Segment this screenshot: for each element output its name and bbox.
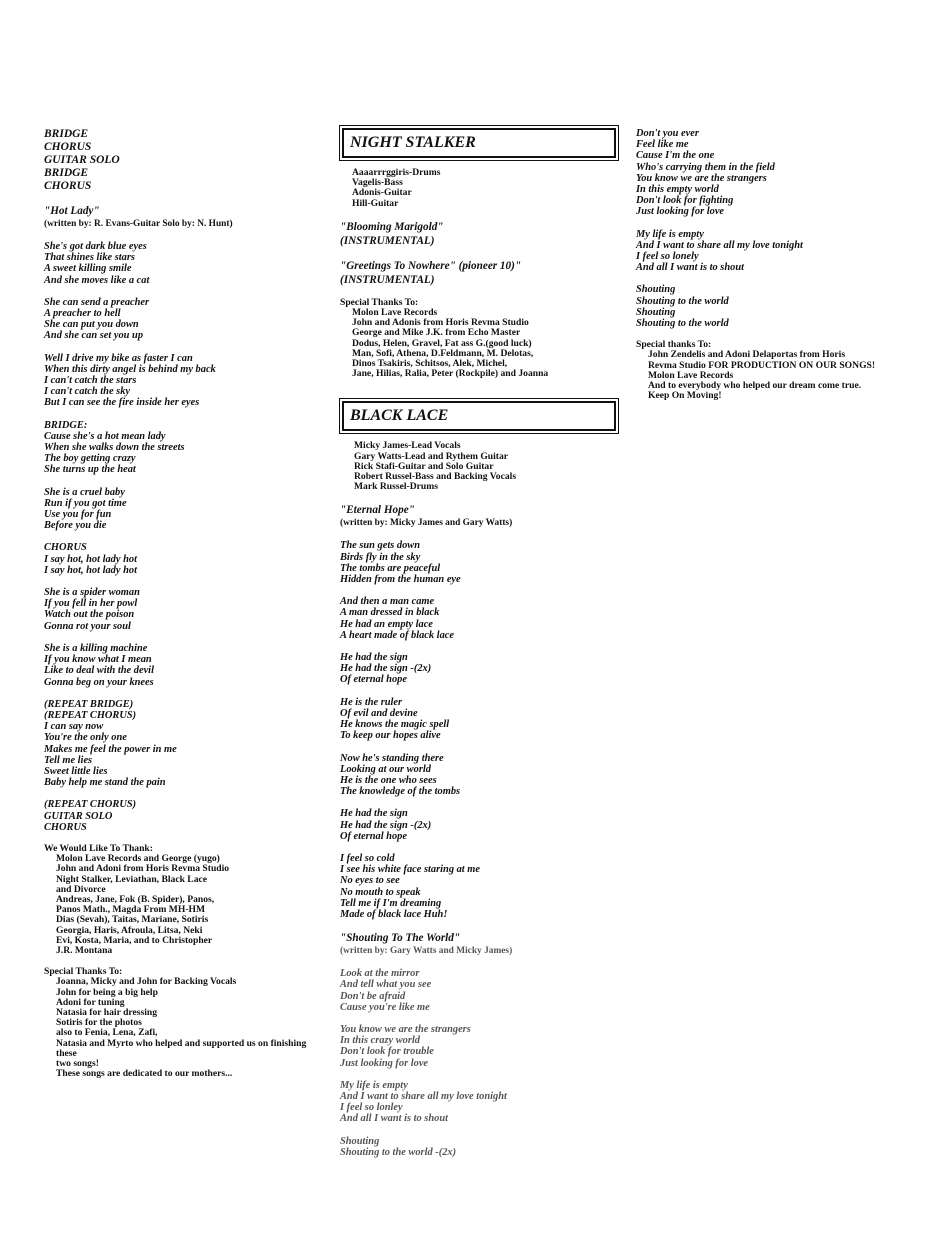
lyric-line: (REPEAT CHORUS) — [44, 709, 137, 721]
stanza — [340, 1024, 625, 1069]
song-title: "Shouting To The World" — [340, 932, 461, 945]
band-members — [340, 441, 625, 492]
member-line: Mark Russel-Drums — [354, 481, 438, 493]
lyric-line: Watch out the poison — [44, 609, 135, 621]
thanks-line: Dias (Sevah), Taitas, Mariane, Sotiris — [56, 914, 209, 926]
stanza — [340, 808, 625, 842]
song-structure — [44, 128, 329, 193]
column-right — [636, 128, 936, 412]
lyric-line: In this crazy world — [340, 1035, 420, 1047]
member-line: Aaaarrrggiris-Drums — [352, 167, 441, 178]
member-line: Gary Watts-Lead and Rythem Guitar — [354, 450, 509, 462]
lyric-line: She can put you down — [44, 319, 139, 331]
lyric-line: And she can set you up — [44, 330, 144, 342]
thanks-line: Natasia and Myrto who helped and supported us on finishing — [56, 1037, 307, 1049]
lyric-line: You're the only one — [44, 732, 127, 744]
lyric-line: He had the sign -(2x) — [340, 663, 432, 675]
lyric-line: Cause I'm the one — [636, 150, 715, 162]
lyric-line: Don't look for trouble — [340, 1046, 434, 1058]
thanks-line: Dodus, Helen, Gravel, Fat ass G.(good luck) — [352, 337, 532, 349]
lyric-line: CHORUS — [44, 542, 87, 554]
lyric-line: Use you for fun — [44, 509, 112, 521]
stanza — [340, 697, 625, 742]
structure-line: CHORUS — [44, 180, 92, 192]
lyric-line: Sweet little lies — [44, 765, 108, 777]
lyric-line: He had an empty lace — [340, 618, 433, 630]
stanza — [44, 699, 329, 789]
lyric-line: CHORUS — [44, 821, 87, 833]
track-title: "Blooming Marigold" — [340, 220, 444, 233]
lyric-line: He is the one who sees — [340, 774, 437, 786]
lyric-line: Run if you got time — [44, 497, 127, 509]
stanza — [340, 1080, 625, 1125]
band-title-box: BLACK LACE — [342, 401, 616, 431]
lyric-line: But I can see the fire inside her eyes — [44, 397, 200, 409]
special-thanks-heading: Special Thanks To: — [340, 296, 419, 308]
lyric-line: I feel so cold — [340, 852, 395, 864]
column-middle — [340, 128, 625, 1169]
member-line: Adonis-Guitar — [352, 187, 412, 199]
stanza — [340, 596, 625, 641]
structure-line: CHORUS — [44, 141, 92, 153]
band-members — [340, 168, 625, 209]
lyric-line: My life is empty — [340, 1079, 408, 1091]
stanza — [44, 487, 329, 532]
stanza — [340, 652, 625, 686]
song-header — [44, 204, 329, 230]
thanks-line: Molon Lave Records — [648, 369, 734, 381]
lyric-line: (REPEAT CHORUS) — [44, 799, 137, 811]
member-line: Micky James-Lead Vocals — [354, 440, 461, 452]
thanks-line: these — [56, 1047, 77, 1059]
lyric-line: Makes me feel the power in me — [44, 743, 177, 755]
track-note: (INSTRUMENTAL) — [340, 273, 435, 286]
lyric-line: And then a man came — [340, 596, 435, 608]
thanks-line: John and Adoni from Horis Revma Studio — [56, 863, 230, 875]
structure-line: GUITAR SOLO — [44, 154, 120, 166]
thanks-line: Natasia for hair dressing — [56, 1006, 158, 1018]
lyric-line: Who's carrying them in the field — [636, 161, 775, 173]
lyric-line: I feel so lonely — [636, 251, 699, 263]
thanks-line: Andreas, Jane, Fok (B. Spider), Panos, — [56, 893, 215, 905]
thanks-line: John for being a big help — [56, 986, 158, 998]
thanks-line: Dinos Tsakiris, Schitsos, Alek, Michel, — [352, 358, 508, 370]
track-title: "Greetings To Nowhere" (pioneer 10)" — [340, 259, 522, 272]
lyric-line: BRIDGE: — [44, 419, 88, 431]
lyric-line: Looking at our world — [340, 763, 431, 775]
lyric-line: Don't look for fighting — [636, 195, 734, 207]
lyric-line: I feel so lonley — [340, 1102, 403, 1114]
lyric-line: She is a cruel baby — [44, 486, 125, 498]
lyric-line: She turns up the heat — [44, 464, 136, 476]
thanks-line: Adoni for tuning — [56, 996, 125, 1008]
lyric-line: He had the sign -(2x) — [340, 819, 432, 831]
stanza — [44, 587, 329, 632]
special-thanks-heading: Special thanks To: — [636, 339, 712, 351]
thanks-block — [44, 844, 329, 956]
lyrics — [636, 128, 936, 329]
lyric-line: Cause she's a hot mean lady — [44, 430, 166, 442]
thanks-line: Sotiris for the photos — [56, 1017, 142, 1029]
lyric-line: The tombs are peaceful — [340, 562, 441, 574]
lyric-line: (REPEAT BRIDGE) — [44, 698, 134, 710]
thanks-line: Panos Math., Magda From MH-HM — [56, 904, 206, 916]
lyric-line: Don't be afraid — [340, 990, 406, 1002]
lyric-line: Well I drive my bike as faster I can — [44, 352, 193, 364]
thanks-line: Georgia, Haris, Afroula, Litsa, Neki — [56, 924, 203, 936]
lyric-line: I see his white face staring at me — [340, 864, 480, 876]
lyric-line: Shouting — [636, 284, 676, 296]
thanks-line: Revma Studio FOR PRODUCTION ON OUR SONGS! — [648, 359, 876, 371]
lyric-line: Hidden from the human eye — [340, 574, 461, 586]
lyric-line: She is a killing machine — [44, 642, 148, 654]
thanks-line: These songs are dedicated to our mothers... — [56, 1068, 233, 1080]
thanks-line: also to Fenia, Lena, Zafi, — [56, 1027, 158, 1039]
lyric-line: Made of black lace Huh! — [340, 908, 448, 920]
thanks-line: Joanna, Micky and John for Backing Vocals — [56, 976, 237, 988]
structure-line: BRIDGE — [44, 128, 89, 140]
stanza — [44, 643, 329, 688]
lyric-line: The sun gets down — [340, 540, 420, 552]
lyric-line: He had the sign — [340, 652, 408, 664]
lyric-line: I say hot, hot lady hot — [44, 564, 137, 576]
lyric-line: The knowledge of the tombs — [340, 786, 461, 798]
thanks-line: Molon Lave Records — [352, 307, 438, 319]
lyric-line: A man dressed in black — [340, 607, 440, 619]
lyric-line: Baby help me stand the pain — [44, 777, 166, 789]
song-credit: (written by: Micky James and Gary Watts) — [340, 518, 513, 529]
lyric-line: Feel like me — [636, 139, 689, 151]
song-credit: (written by: Gary Watts and Micky James) — [340, 946, 513, 957]
lyric-line: When she walks down the streets — [44, 442, 185, 454]
thanks-line: John Zendelis and Adoni Delaportas from Horis — [648, 349, 846, 361]
special-thanks-block — [340, 298, 625, 380]
thanks-line: John and Adonis from Horis Revma Studio — [352, 317, 529, 329]
lyric-line: I say hot, hot lady hot — [44, 553, 137, 565]
lyric-line: Shouting — [340, 1135, 380, 1147]
stanza — [340, 753, 625, 798]
thanks-line: Keep On Moving! — [648, 390, 722, 402]
thanks-line: And to everybody who helped our dream come true. — [648, 380, 862, 392]
lyrics — [44, 241, 329, 833]
lyric-line: He had the sign — [340, 808, 408, 820]
lyric-line: Just looking for love — [340, 1057, 429, 1069]
thanks-line: and Divorce — [56, 883, 106, 895]
thanks-line: Jane, Hilias, Ralia, Peter (Rockpile) and Joanna — [352, 368, 549, 380]
lyric-line: Shouting to the world — [636, 295, 729, 307]
lyric-line: Gonna rot your soul — [44, 620, 131, 632]
member-line: Robert Russel-Bass and Backing Vocals — [354, 471, 517, 483]
stanza — [44, 420, 329, 476]
lyric-line: Now he's standing there — [340, 752, 444, 764]
lyric-line: She's got dark blue eyes — [44, 241, 147, 252]
lyric-line: If you know what I mean — [44, 654, 152, 666]
song-title: "Hot Lady" — [44, 205, 100, 217]
lyric-line: GUITAR SOLO — [44, 810, 113, 822]
stanza — [340, 1136, 625, 1158]
lyric-line: I can't catch the stars — [44, 375, 137, 387]
lyric-line: When this dirty angel is behind my back — [44, 363, 216, 375]
track-header — [340, 259, 625, 287]
lyric-line: The boy getting crazy — [44, 453, 136, 465]
stanza — [44, 241, 329, 286]
lyric-line: In this empty world — [636, 184, 719, 196]
lyric-line: Tell me lies — [44, 754, 93, 766]
band-title-box: NIGHT STALKER — [342, 128, 616, 158]
lyric-line: And all I want is to shout — [340, 1113, 448, 1125]
song-title: "Eternal Hope" — [340, 504, 415, 517]
thanks-line: Molon Lave Records and George (yugo) — [56, 853, 220, 865]
stanza — [44, 297, 329, 342]
track-header — [340, 220, 625, 248]
track-note: (INSTRUMENTAL) — [340, 234, 435, 247]
lyric-line: He knows the magic spell — [340, 719, 450, 731]
lyric-line: To keep our hopes alive — [340, 730, 441, 742]
stanza — [636, 128, 936, 218]
lyric-line: Shouting to the world -(2x) — [340, 1146, 457, 1158]
lyric-line: Just looking for love — [636, 206, 725, 218]
thanks-line: two songs! — [56, 1058, 99, 1069]
lyric-line: I can't catch the sky — [44, 386, 131, 398]
lyric-line: My life is empty — [636, 228, 704, 240]
lyric-line: A preacher to hell — [44, 308, 121, 320]
lyric-line: She can send a preacher — [44, 296, 150, 308]
lyric-line: Of evil and devine — [340, 707, 418, 719]
stanza — [340, 968, 625, 1013]
lyric-line: And tell what you see — [340, 979, 432, 991]
thanks-heading: We Would Like To Thank: — [44, 842, 153, 854]
thanks-line: Night Stalker, Leviathan, Black Lace — [56, 873, 208, 885]
lyric-line: A heart made of black lace — [340, 629, 454, 641]
lyrics — [340, 968, 625, 1158]
lyric-line: Birds fly in the sky — [340, 551, 421, 563]
thanks-line: Man, Sofi, Athena, D.Feldmann, M. Delotas, — [352, 347, 534, 359]
lyric-line: Of eternal hope — [340, 674, 407, 686]
lyric-line: Before you die — [44, 520, 107, 532]
column-left — [44, 128, 329, 1090]
lyric-line: I can say now — [44, 721, 104, 733]
member-line: Vagelis-Bass — [352, 177, 403, 189]
lyric-line: He is the ruler — [340, 696, 403, 708]
special-thanks-block — [44, 967, 329, 1079]
lyric-line: You know we are the strangers — [340, 1023, 471, 1035]
lyric-line: And I want to share all my love tonight — [340, 1090, 507, 1102]
member-line: Rick Stafi-Guitar and Solo Guitar — [354, 460, 494, 472]
thanks-line: George and Mike J.K. from Echo Master — [352, 327, 521, 339]
special-thanks-block — [636, 340, 936, 401]
lyric-line: That shines like stars — [44, 252, 135, 264]
member-line: Hill-Guitar — [352, 197, 399, 209]
stanza — [636, 229, 936, 274]
song-header — [340, 931, 625, 957]
lyric-line: Cause you're like me — [340, 1001, 430, 1013]
lyric-line: If you fell in her powl — [44, 598, 138, 610]
stanza — [340, 853, 625, 920]
song-header — [340, 503, 625, 529]
lyric-line: Gonna beg on your knees — [44, 676, 154, 688]
structure-line: BRIDGE — [44, 167, 89, 179]
lyric-line: She is a spider woman — [44, 587, 140, 599]
thanks-line: J.R. Montana — [56, 944, 113, 956]
lyric-line: Look at the mirror — [340, 968, 420, 980]
lyric-line: No mouth to speak — [340, 886, 421, 898]
stanza — [44, 799, 329, 833]
lyric-line: Don't you ever — [636, 128, 699, 139]
lyric-line: Tell me if I'm dreaming — [340, 897, 442, 909]
stanza — [44, 542, 329, 576]
song-credit: (written by: R. Evans-Guitar Solo by: N. Hunt) — [44, 219, 233, 229]
lyric-line: A sweet killing smile — [44, 263, 132, 275]
stanza — [44, 353, 329, 409]
lyric-line: And she moves like a cat — [44, 274, 150, 286]
lyric-line: And I want to share all my love tonight — [636, 239, 803, 251]
lyric-line: And all I want is to shout — [636, 262, 744, 274]
lyric-line: Shouting — [636, 306, 676, 318]
stanza — [340, 540, 625, 585]
lyric-line: Of eternal hope — [340, 830, 407, 842]
lyric-line: No eyes to see — [340, 875, 400, 887]
lyric-line: You know we are the strangers — [636, 172, 767, 184]
lyrics — [340, 540, 625, 920]
lyric-line: Shouting to the world — [636, 318, 729, 330]
thanks-line: Evi, Kosta, Maria, and to Christopher — [56, 934, 213, 946]
lyric-line: Like to deal with the devil — [44, 665, 154, 677]
special-thanks-heading: Special Thanks To: — [44, 966, 123, 978]
stanza — [636, 284, 936, 329]
